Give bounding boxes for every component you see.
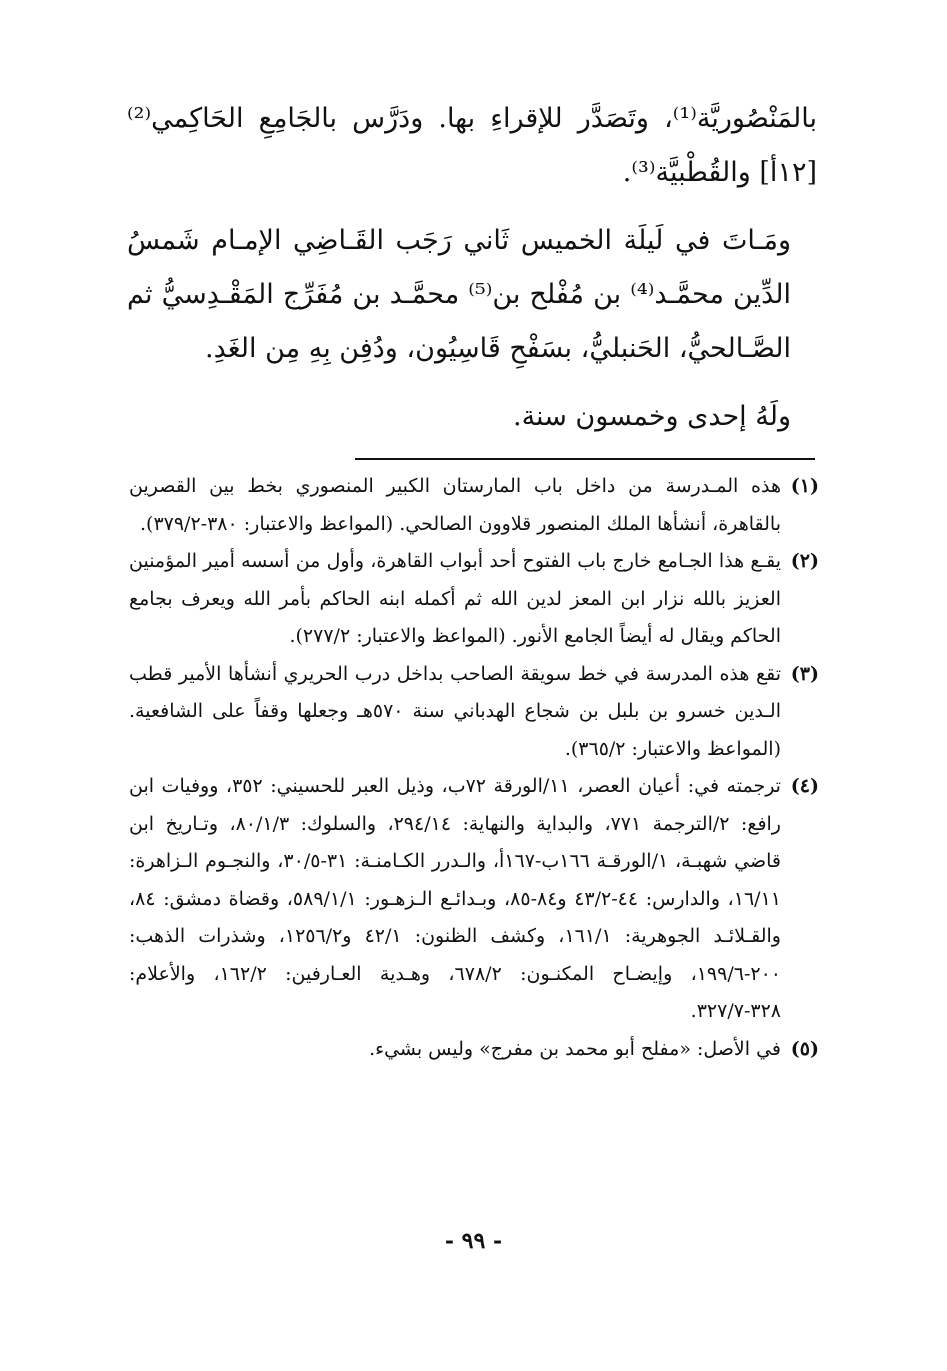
main-text [127,92,817,458]
footnote-number: (٤) [790,775,819,797]
body-paragraph-1: بالمَنْصُوريَّة⁽¹⁾، وتَصَدَّر للإقراءِ بها. ودَرَّس بالجَامِعِ الحَاكِمي⁽²⁾ [١٢أ] والقُطْبيَّة⁽³⁾. [127,103,817,188]
footnote-text: هذه المـدرسة من داخل باب المارستان الكبير المنصوري بخط بين القصرين بالقاهرة، أنشأها الملك المنصور قلاوون الصالحي. (المواعظ والاعتبار: ٣٨٠-٣٧٩/٢). [129,475,781,535]
footnote-1 [129,468,819,543]
footnote-number: (١) [790,475,819,497]
footnotes [129,468,819,1068]
footnote-number: (٣) [790,662,819,685]
footnote-number: (٢) [790,550,819,572]
page-number: - ٩٩ - [444,1228,503,1254]
footnote-4 [129,768,819,1031]
footnote-number: (٥) [790,1037,819,1060]
body-paragraph-2: ومَـاتَ في لَيلَة الخميس ثَاني رَجَب القَـاضِي الإمـام شَمسُ الدِّين محمَّـد⁽⁴⁾ بن مُفْلح بن⁽⁵⁾ محمَّـد بن مُفَرِّج المَقْـدِسيُّ ثم الصَّـالحيُّ، الحَنبليُّ، بسَفْحِ قَاسِيُون، ودُفِن بِهِ مِن الغَدِ. [127,225,791,364]
footnote-5 [129,1031,819,1069]
footnote-separator [355,458,815,460]
footnote-3 [129,656,819,769]
footnote-text: في الأصل: «مفلح أبو محمد بن مفرج» وليس بشيء. [369,1037,781,1060]
body-paragraph-3: ولَهُ إحدى وخمسون سنة. [512,401,791,432]
footnote-text: يقـع هذا الجـامع خارج باب الفتوح أحد أبواب القاهرة، وأول من أسسه أمير المؤمنين العزيز بالله نزار ابن المعز لدين الله ثم أكمله ابنه الحاكم بأمر الله ويعرف بجامع الحاكم ويقال له أيضاً الجامع الأنور. (المواعظ والاعتبار: ٢٧٧/٢). [129,550,781,647]
footnote-text: تقع هذه المدرسة في خط سويقة الصاحب بداخل درب الحريري أنشأها الأمير قطب الـدين خسرو بن بلبل بن شجاع الهدباني سنة ٥٧٠هـ وجعلها وقفاً على الشافعية. (المواعظ والاعتبار: ٣٦٥/٢). [129,662,781,760]
footnote-2 [129,543,819,656]
footnote-text: ترجمته في: أعيان العصر، ١١/الورقة ٧٢ب، وذيل العبر للحسيني: ٣٥٢، ووفيات ابن رافع: ٢/الترجمة ٧٧١، والبداية والنهاية: ٢٩٤/١٤، والسلوك: ٨٠/١/٣، وتـاريخ ابن قاضي شهبـة، ١/الورقـة ١٦٦ب-١٦٧أ، والـدرر الكـامنـة: ٣١-٣٠/٥، والنجـوم الـزاهرة: ١٦/١١، والدارس: ٤٤-٤٣/٢ و٨٤-٨٥، وبـدائـع الـزهـور: ٥٨٩/١/١، وقضاة دمشق: ٨٤، والقـلائـد الجوهرية: ١٦١/١، وكشف الظنون: ٤٢/١ و١٢٥٦/٢، وشذرات الذهب: ٢٠٠-١٩٩/٦، وإيضـاح المكنـون: ٦٧٨/٢، وهـدية العـارفين: ١٦٢/٢، والأعلام: ٣٢٨-٣٢٧/٧. [129,775,781,1022]
